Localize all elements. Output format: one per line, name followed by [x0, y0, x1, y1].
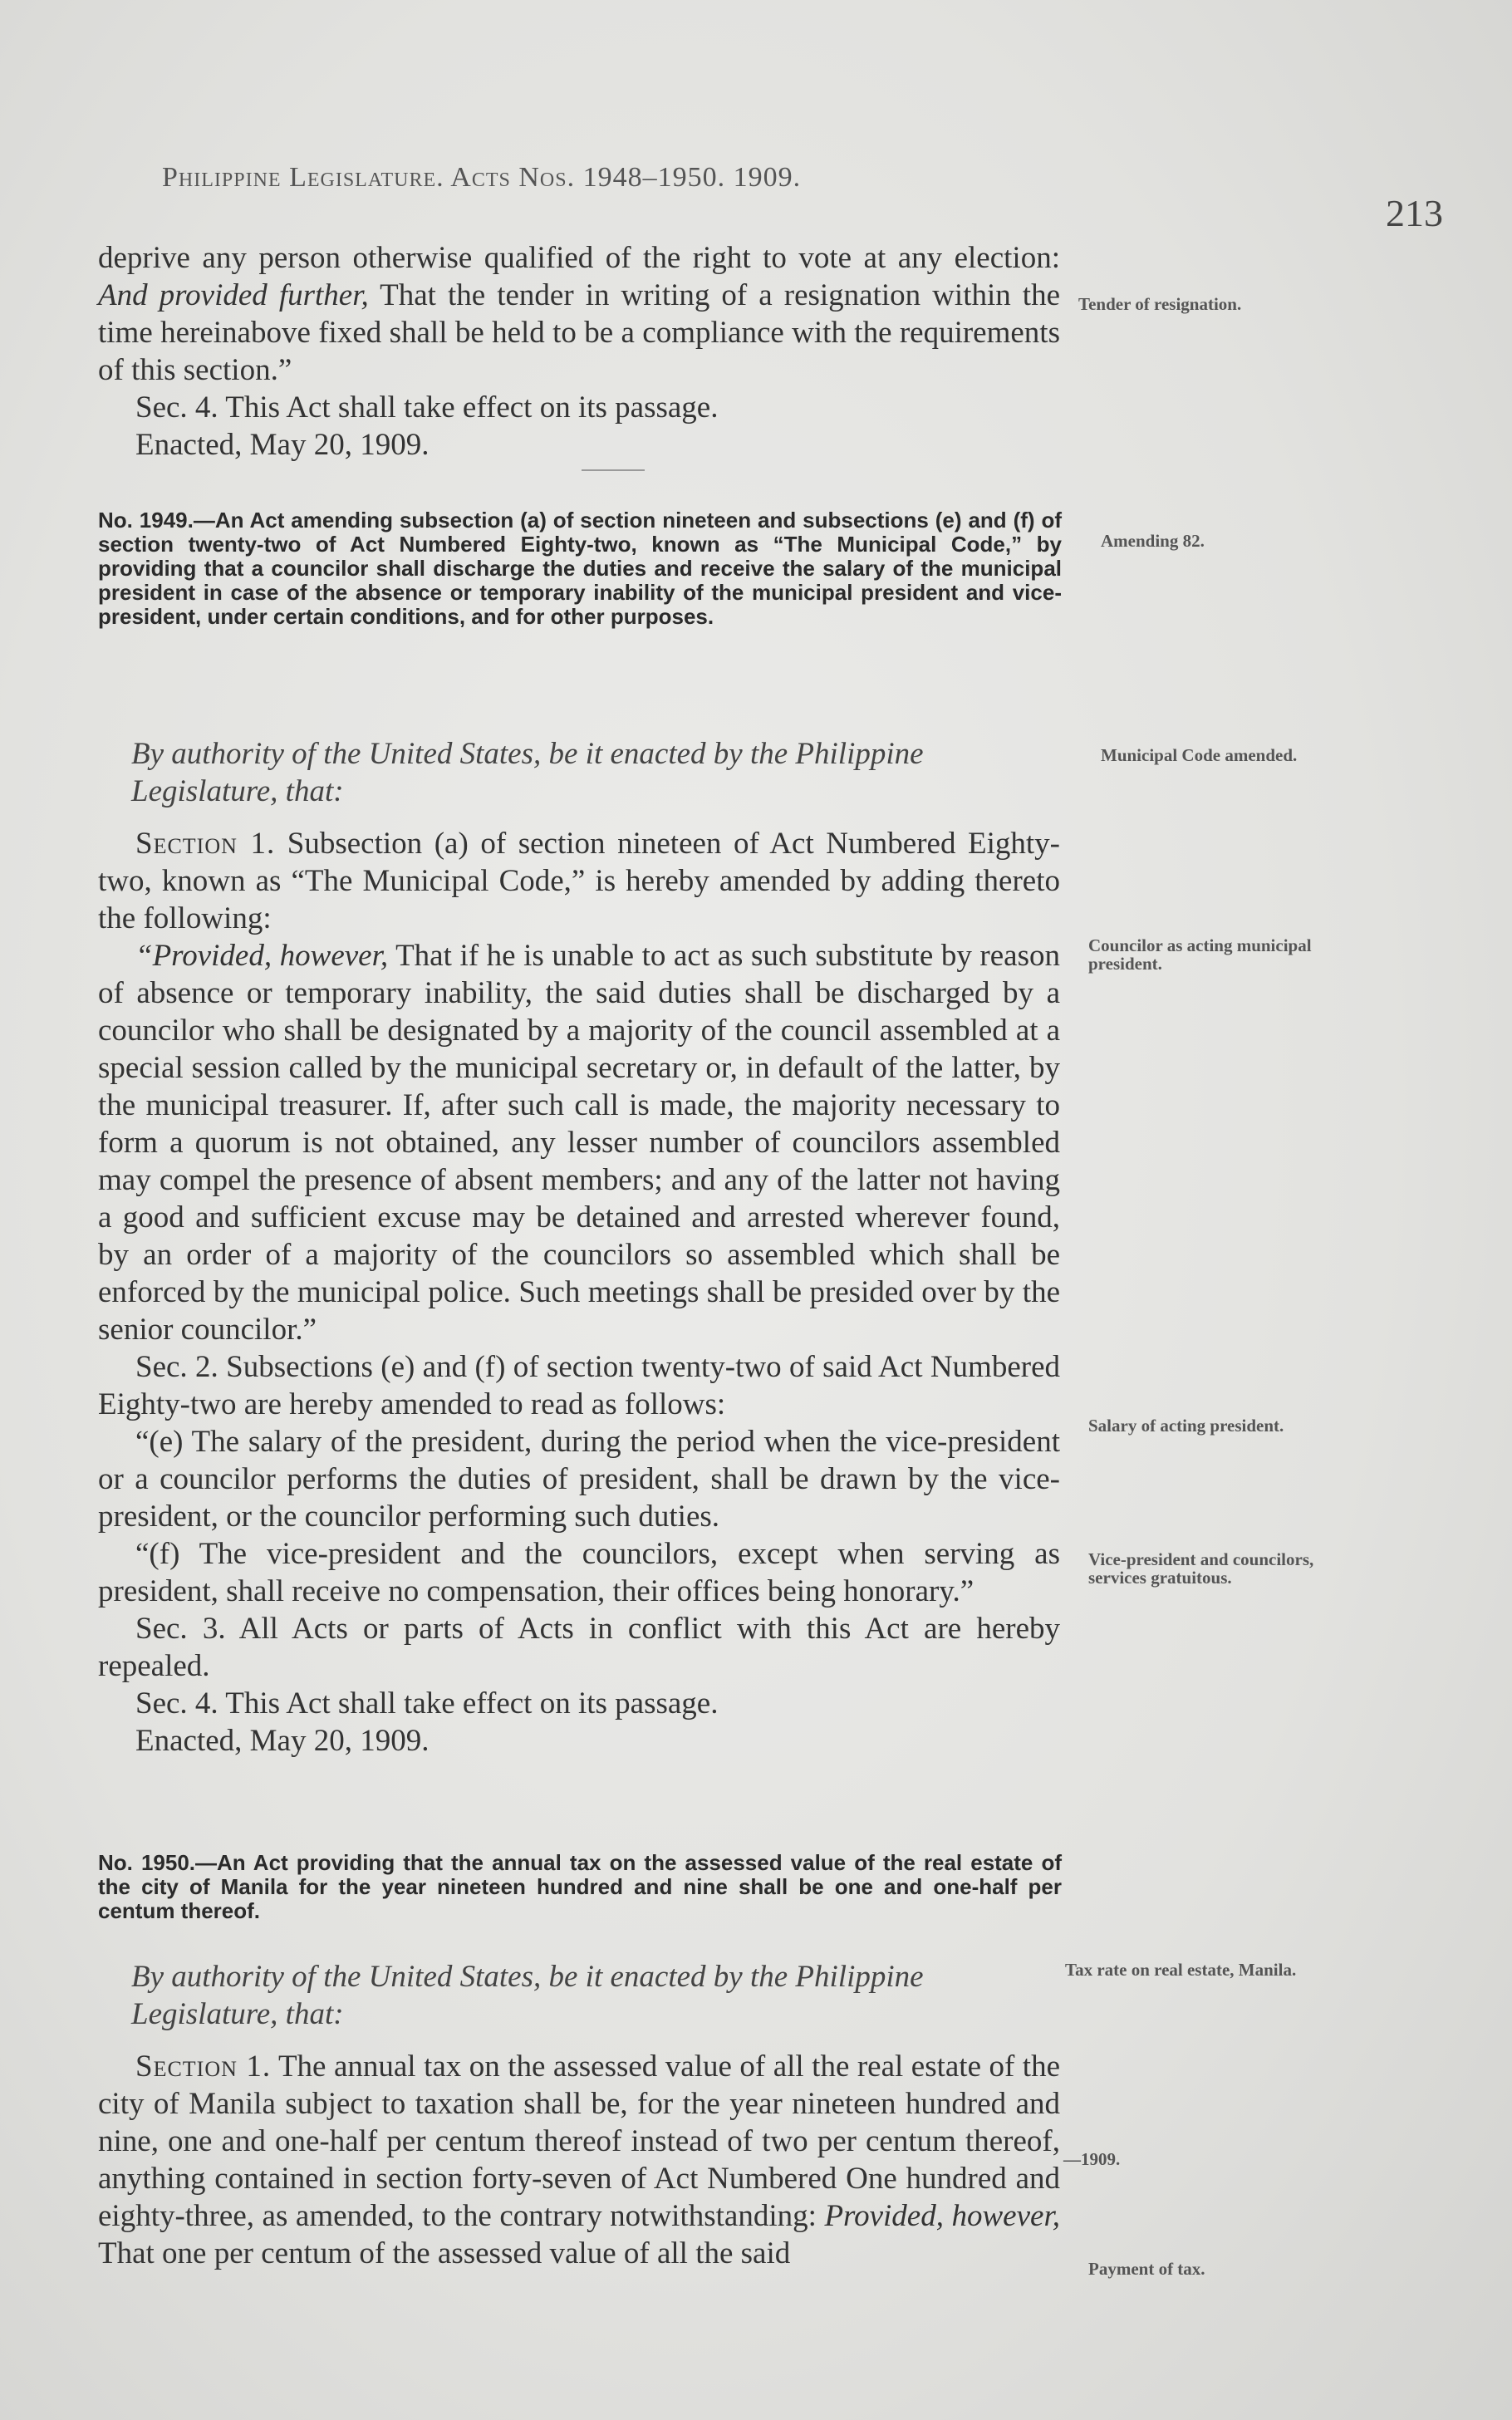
act-title-text: —An Act providing that the annual tax on the assessed value of the real estate of the city of Manila for the year nineteen hundred and nine shall be one and one-half per centum thereof. [98, 1850, 1062, 1923]
act-1949-title [98, 508, 1062, 629]
section-4: Sec. 4. This Act shall take effect on its passage. [135, 1686, 719, 1721]
enacting-clause: By authority of the United States, be it enacted by the Philippine Legislature, that: [131, 1960, 924, 2031]
act-1949-body [98, 825, 1060, 1760]
margin-note-councilor: Councilor as acting municipal president. [1088, 935, 1312, 974]
act-number: No. 1950. [98, 1850, 196, 1875]
act-1950-title [98, 1851, 1062, 1923]
margin-note-salary: Salary of acting president. [1088, 1416, 1284, 1436]
section-1 [98, 2048, 1060, 2272]
section-label: Section 1. [135, 2049, 272, 2084]
italic-run: Provided, however, [824, 2199, 1060, 2233]
enacted-date: Enacted, May 20, 1909. [135, 428, 430, 462]
margin-note-vice: Vice-president and councilors, services gratuitous. [1088, 1549, 1314, 1588]
section-4: Sec. 4. This Act shall take effect on its passage. [135, 390, 719, 425]
margin-note-tender: Tender of resignation. [1078, 294, 1242, 314]
italic-run: “Provided, however, [135, 939, 389, 973]
subsection-e: “(e) The salary of the president, during the period when the vice-president or a councilor performs the duties of president, shall be drawn by the vice-president, or the councilor performing such duties. [98, 1425, 1060, 1534]
act-1950-body [98, 2048, 1060, 2272]
section-label: Section 1. [135, 827, 276, 861]
margin-note-payment: Payment of tax. [1088, 2259, 1205, 2279]
text-run: deprive any person otherwise qualified of the right to vote at any election: [98, 241, 1060, 275]
margin-note-code-amended: Municipal Code amended. [1101, 745, 1298, 765]
margin-note-tax-rate: Tax rate on real estate, Manila. [1065, 1960, 1297, 1980]
text-run: Subsection (a) of section nineteen of Act Numbered Eighty-two, known as “The Municipal Code,” is hereby amended by adding thereto the following: [98, 827, 1061, 935]
act-number: No. 1949. [98, 508, 194, 533]
italic-run: And provided further, [98, 278, 369, 312]
margin-note-amending: Amending 82. [1101, 531, 1205, 551]
text-run: The annual tax on the assessed value of all the real estate of the city of Manila subject to taxation shall be, for the year nineteen hundred and nine, one and one-half per centum thereof instead of two per centum thereof, anything contained in section forty-seven of Act Numbered One hundred and eighty-three, as amended, to the contrary notwithstanding: [98, 2049, 1060, 2233]
continuation-paragraph [98, 239, 1060, 389]
running-head: Philippine Legislature. Acts Nos. 1948–1950. 1909. [162, 162, 802, 193]
subsection-f: “(f) The vice-president and the councilors, except when serving as president, shall receive no compensation, their offices being honorary.” [98, 1537, 1060, 1608]
divider [582, 469, 645, 471]
proviso [98, 937, 1060, 1348]
text-run: That one per centum of the assessed value of all the said [98, 2236, 791, 2270]
enacting-clause: By authority of the United States, be it enacted by the Philippine Legislature, that: [131, 737, 924, 808]
text-run: That the tender in writing of a resignation within the time hereinabove fixed shall be held to be a compliance with the requirements of this section.” [98, 278, 1060, 387]
section-3: Sec. 3. All Acts or parts of Acts in conflict with this Act are hereby repealed. [98, 1612, 1060, 1683]
section-2: Sec. 2. Subsections (e) and (f) of section twenty-two of said Act Numbered Eighty-two are hereby amended to read as follows: [98, 1350, 1060, 1421]
act-title-text: —An Act amending subsection (a) of section nineteen and subsections (e) and (f) of section twenty-two of Act Numbered Eighty-two, known as “The Municipal Code,” by providing that a councilor shall discharge the duties and receive the salary of the municipal president in case of the absence or temporary inability of the municipal president and vice-president, under certain conditions, and for other purposes. [98, 508, 1062, 629]
section-1 [98, 825, 1060, 937]
continuation-block [98, 239, 1060, 464]
enacted-date: Enacted, May 20, 1909. [135, 1724, 430, 1758]
text-run: That if he is unable to act as such substitute by reason of absence or temporary inability, the said duties shall be discharged by a councilor who shall be designated by a majority of the council assembled at a special session called by the municipal secretary or, in default of the latter, by the municipal treasurer. If, after such call is made, the majority necessary to form a quorum is not obtained, any lesser number of councilors assembled may compel the presence of absent members; and any of the latter not having a good and sufficient excuse may be detained and arrested wherever found, by an order of a majority of the councilors so assembled which shall be enforced by the municipal police. Such meetings shall be presided over by the senior councilor.” [98, 939, 1060, 1347]
page-number: 213 [1386, 192, 1443, 234]
margin-note-year: —1909. [1063, 2149, 1121, 2169]
